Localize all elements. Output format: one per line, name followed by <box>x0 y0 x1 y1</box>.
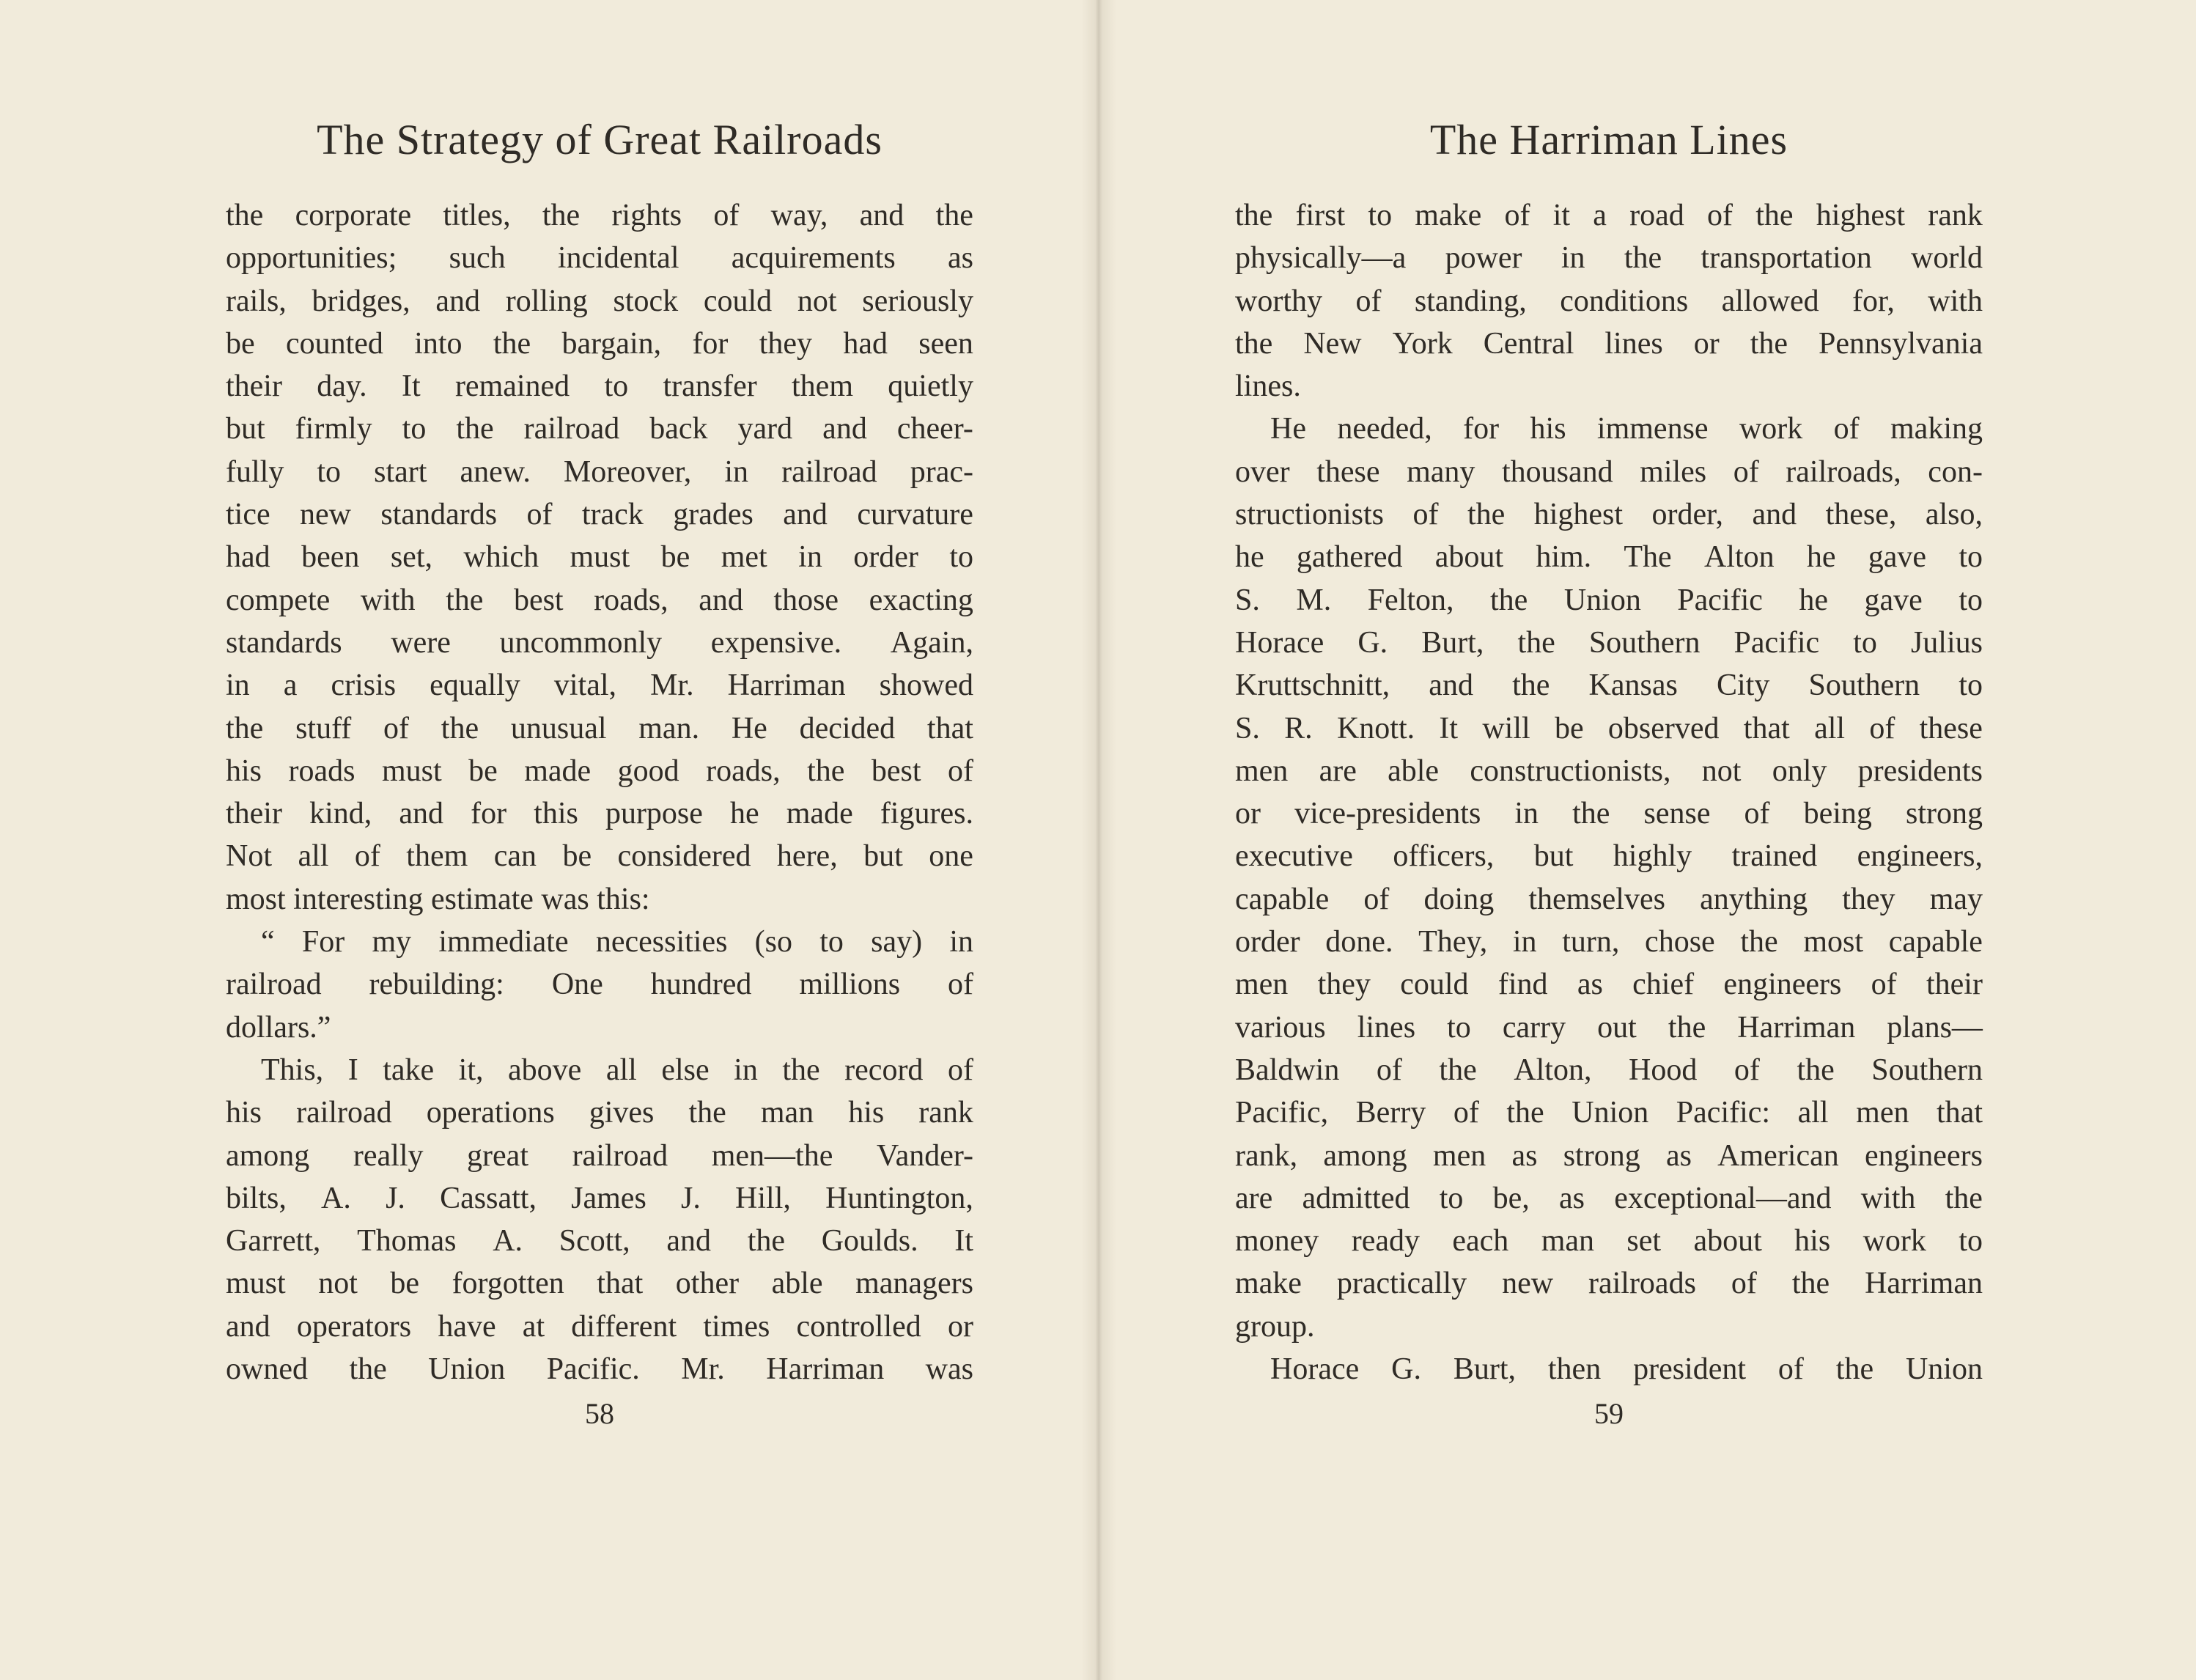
text-line: capable of doing themselves anything they may <box>1235 882 1983 916</box>
text-line: lines. <box>1235 369 1301 404</box>
text-line: rails, bridges, and rolling stock could not seriously <box>226 284 973 318</box>
text-line: must not be forgotten that other able managers <box>226 1267 973 1301</box>
text-line: structionists of the highest order, and these, also, <box>1235 498 1983 532</box>
left-running-head: The Strategy of Great Railroads <box>317 116 883 163</box>
text-line: group. <box>1235 1309 1315 1344</box>
text-line: Horace G. Burt, then president of the Union <box>1270 1352 1983 1387</box>
text-line: are admitted to be, as exceptional—and with the <box>1235 1181 1983 1215</box>
text-line: had been set, which must be met in order to <box>226 540 973 575</box>
text-line: over these many thousand miles of railroads, con- <box>1235 454 1983 489</box>
text-line: their day. It remained to transfer them quietly <box>226 369 973 404</box>
text-line: but firmly to the railroad back yard and cheer- <box>226 412 973 446</box>
text-line: S. R. Knott. It will be observed that all of these <box>1235 711 1983 745</box>
text-line: Not all of them can be considered here, but one <box>226 839 973 874</box>
text-line: S. M. Felton, the Union Pacific he gave to <box>1235 583 1983 617</box>
text-line: their kind, and for this purpose he made figures. <box>226 797 973 831</box>
text-line: Baldwin of the Alton, Hood of the Southern <box>1235 1053 1983 1087</box>
text-line: fully to start anew. Moreover, in railroad prac- <box>226 454 973 489</box>
text-line: worthy of standing, conditions allowed for, with <box>1235 284 1983 318</box>
left-page-text <box>226 194 973 1390</box>
text-line: his roads must be made good roads, the best of <box>226 754 973 788</box>
right-running-head: The Harriman Lines <box>1429 116 1788 163</box>
text-line: “ For my immediate necessities (so to say) in <box>261 925 973 959</box>
text-line: most interesting estimate was this: <box>226 882 650 916</box>
text-line: the stuff of the unusual man. He decided that <box>226 711 973 745</box>
left-page-number: 58 <box>585 1397 614 1430</box>
text-line: Horace G. Burt, the Southern Pacific to Julius <box>1235 625 1983 660</box>
right-page-number: 59 <box>1594 1397 1624 1430</box>
text-line: money ready each man set about his work to <box>1235 1224 1983 1259</box>
text-line: and operators have at different times controlled or <box>226 1309 973 1344</box>
right-page <box>1235 0 1983 1680</box>
text-line: bilts, A. J. Cassatt, James J. Hill, Huntington, <box>226 1181 973 1215</box>
text-line: in a crisis equally vital, Mr. Harriman showed <box>226 668 973 703</box>
right-page-text <box>1235 194 1983 1390</box>
text-line: Kruttschnitt, and the Kansas City Southern to <box>1235 668 1983 703</box>
text-line: order done. They, in turn, chose the most capable <box>1235 925 1983 959</box>
text-line: executive officers, but highly trained engineers, <box>1235 839 1983 874</box>
text-line: men they could find as chief engineers of their <box>1235 968 1983 1002</box>
text-line: standards were uncommonly expensive. Again, <box>226 625 973 660</box>
text-line: his railroad operations gives the man his rank <box>226 1096 973 1130</box>
text-line: owned the Union Pacific. Mr. Harriman was <box>226 1352 973 1387</box>
text-line: He needed, for his immense work of making <box>1270 412 1983 446</box>
text-line: physically—a power in the transportation world <box>1235 241 1983 276</box>
text-line: various lines to carry out the Harriman plans— <box>1235 1010 1983 1045</box>
text-line: This, I take it, above all else in the record of <box>261 1053 973 1087</box>
text-line: among really great railroad men—the Vander- <box>226 1138 973 1173</box>
text-line: make practically new railroads of the Harriman <box>1235 1267 1983 1301</box>
text-line: or vice-presidents in the sense of being strong <box>1235 797 1983 831</box>
text-line: compete with the best roads, and those exacting <box>226 583 973 617</box>
text-line: Garrett, Thomas A. Scott, and the Goulds. It <box>226 1224 973 1259</box>
text-line: Pacific, Berry of the Union Pacific: all men that <box>1235 1096 1983 1130</box>
text-line: men are able constructionists, not only presidents <box>1235 754 1983 788</box>
left-page <box>226 0 973 1680</box>
book-gutter <box>1081 0 1116 1680</box>
text-line: opportunities; such incidental acquirements as <box>226 241 973 276</box>
text-line: he gathered about him. The Alton he gave to <box>1235 540 1983 575</box>
text-line: be counted into the bargain, for they had seen <box>226 326 973 361</box>
text-line: dollars.” <box>226 1010 331 1045</box>
text-line: railroad rebuilding: One hundred millions of <box>226 968 973 1002</box>
text-line: the corporate titles, the rights of way, and the <box>226 199 973 232</box>
text-line: tice new standards of track grades and curvature <box>226 498 973 532</box>
text-line: the New York Central lines or the Pennsylvania <box>1235 326 1983 361</box>
text-line: rank, among men as strong as American engineers <box>1235 1138 1983 1173</box>
text-line: the first to make of it a road of the highest rank <box>1235 199 1983 232</box>
